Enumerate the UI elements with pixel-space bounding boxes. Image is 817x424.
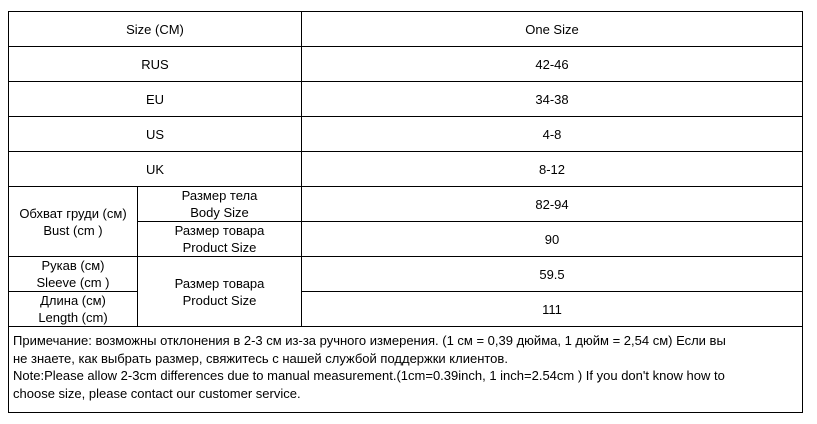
sleeve-value: 59.5 <box>302 257 803 292</box>
sleeve-label <box>9 257 138 292</box>
length-value: 111 <box>302 292 803 327</box>
row-label-rus: RUS <box>9 47 302 82</box>
table-row <box>9 292 803 327</box>
table-row <box>9 152 803 187</box>
row-value-rus: 42-46 <box>302 47 803 82</box>
sleeve-label-ru: Рукав (см) <box>41 258 105 273</box>
sleeve-length-product-size-label <box>138 257 302 327</box>
bust-label-en: Bust (cm ) <box>43 222 103 238</box>
table-row <box>9 47 803 82</box>
bust-label-ru: Обхват груди (см) <box>19 205 127 221</box>
note-text <box>9 327 803 413</box>
bust-label <box>9 187 138 257</box>
row-value-eu: 34-38 <box>302 82 803 117</box>
sleeve-label-en: Sleeve (cm ) <box>36 275 110 290</box>
body-size-ru: Размер тела <box>181 188 258 203</box>
header-row <box>9 12 803 47</box>
length-label-en: Length (cm) <box>38 310 108 325</box>
product-size-ru: Размер товара <box>174 275 265 291</box>
row-label-us: US <box>9 117 302 152</box>
bust-product-size-value: 90 <box>302 222 803 257</box>
note-en-line-2: choose size, please contact our customer service. <box>13 385 301 401</box>
header-one-size: One Size <box>302 12 803 47</box>
table-row <box>9 187 803 222</box>
row-label-eu: EU <box>9 82 302 117</box>
size-chart-table <box>8 11 803 413</box>
bust-body-size-value: 82-94 <box>302 187 803 222</box>
product-size-ru: Размер товара <box>174 223 265 238</box>
row-value-us: 4-8 <box>302 117 803 152</box>
table-row <box>9 117 803 152</box>
body-size-en: Body Size <box>190 205 249 220</box>
row-value-uk: 8-12 <box>302 152 803 187</box>
note-en-line-1: Note:Please allow 2-3cm differences due to manual measurement.(1cm=0.39inch, 1 inch=2.54cm ) If you don't know how to <box>13 368 725 383</box>
note-row <box>9 327 803 413</box>
note-ru-line-1: Примечание: возможны отклонения в 2-3 см из-за ручного измерения. (1 см = 0,39 дюйма, 1 дюйм = 2,54 см) Если вы <box>13 333 726 348</box>
length-label-ru: Длина (см) <box>40 293 106 308</box>
product-size-en: Product Size <box>182 240 257 255</box>
note-ru-line-2: не знаете, как выбрать размер, свяжитесь с нашей службой поддержки клиентов. <box>13 350 508 366</box>
bust-product-size-label <box>138 222 302 257</box>
table-row <box>9 257 803 292</box>
table-row <box>9 82 803 117</box>
bust-body-size-label <box>138 187 302 222</box>
row-label-uk: UK <box>9 152 302 187</box>
length-label <box>9 292 138 327</box>
header-size-cm: Size (CM) <box>9 12 302 47</box>
product-size-en: Product Size <box>182 292 257 308</box>
